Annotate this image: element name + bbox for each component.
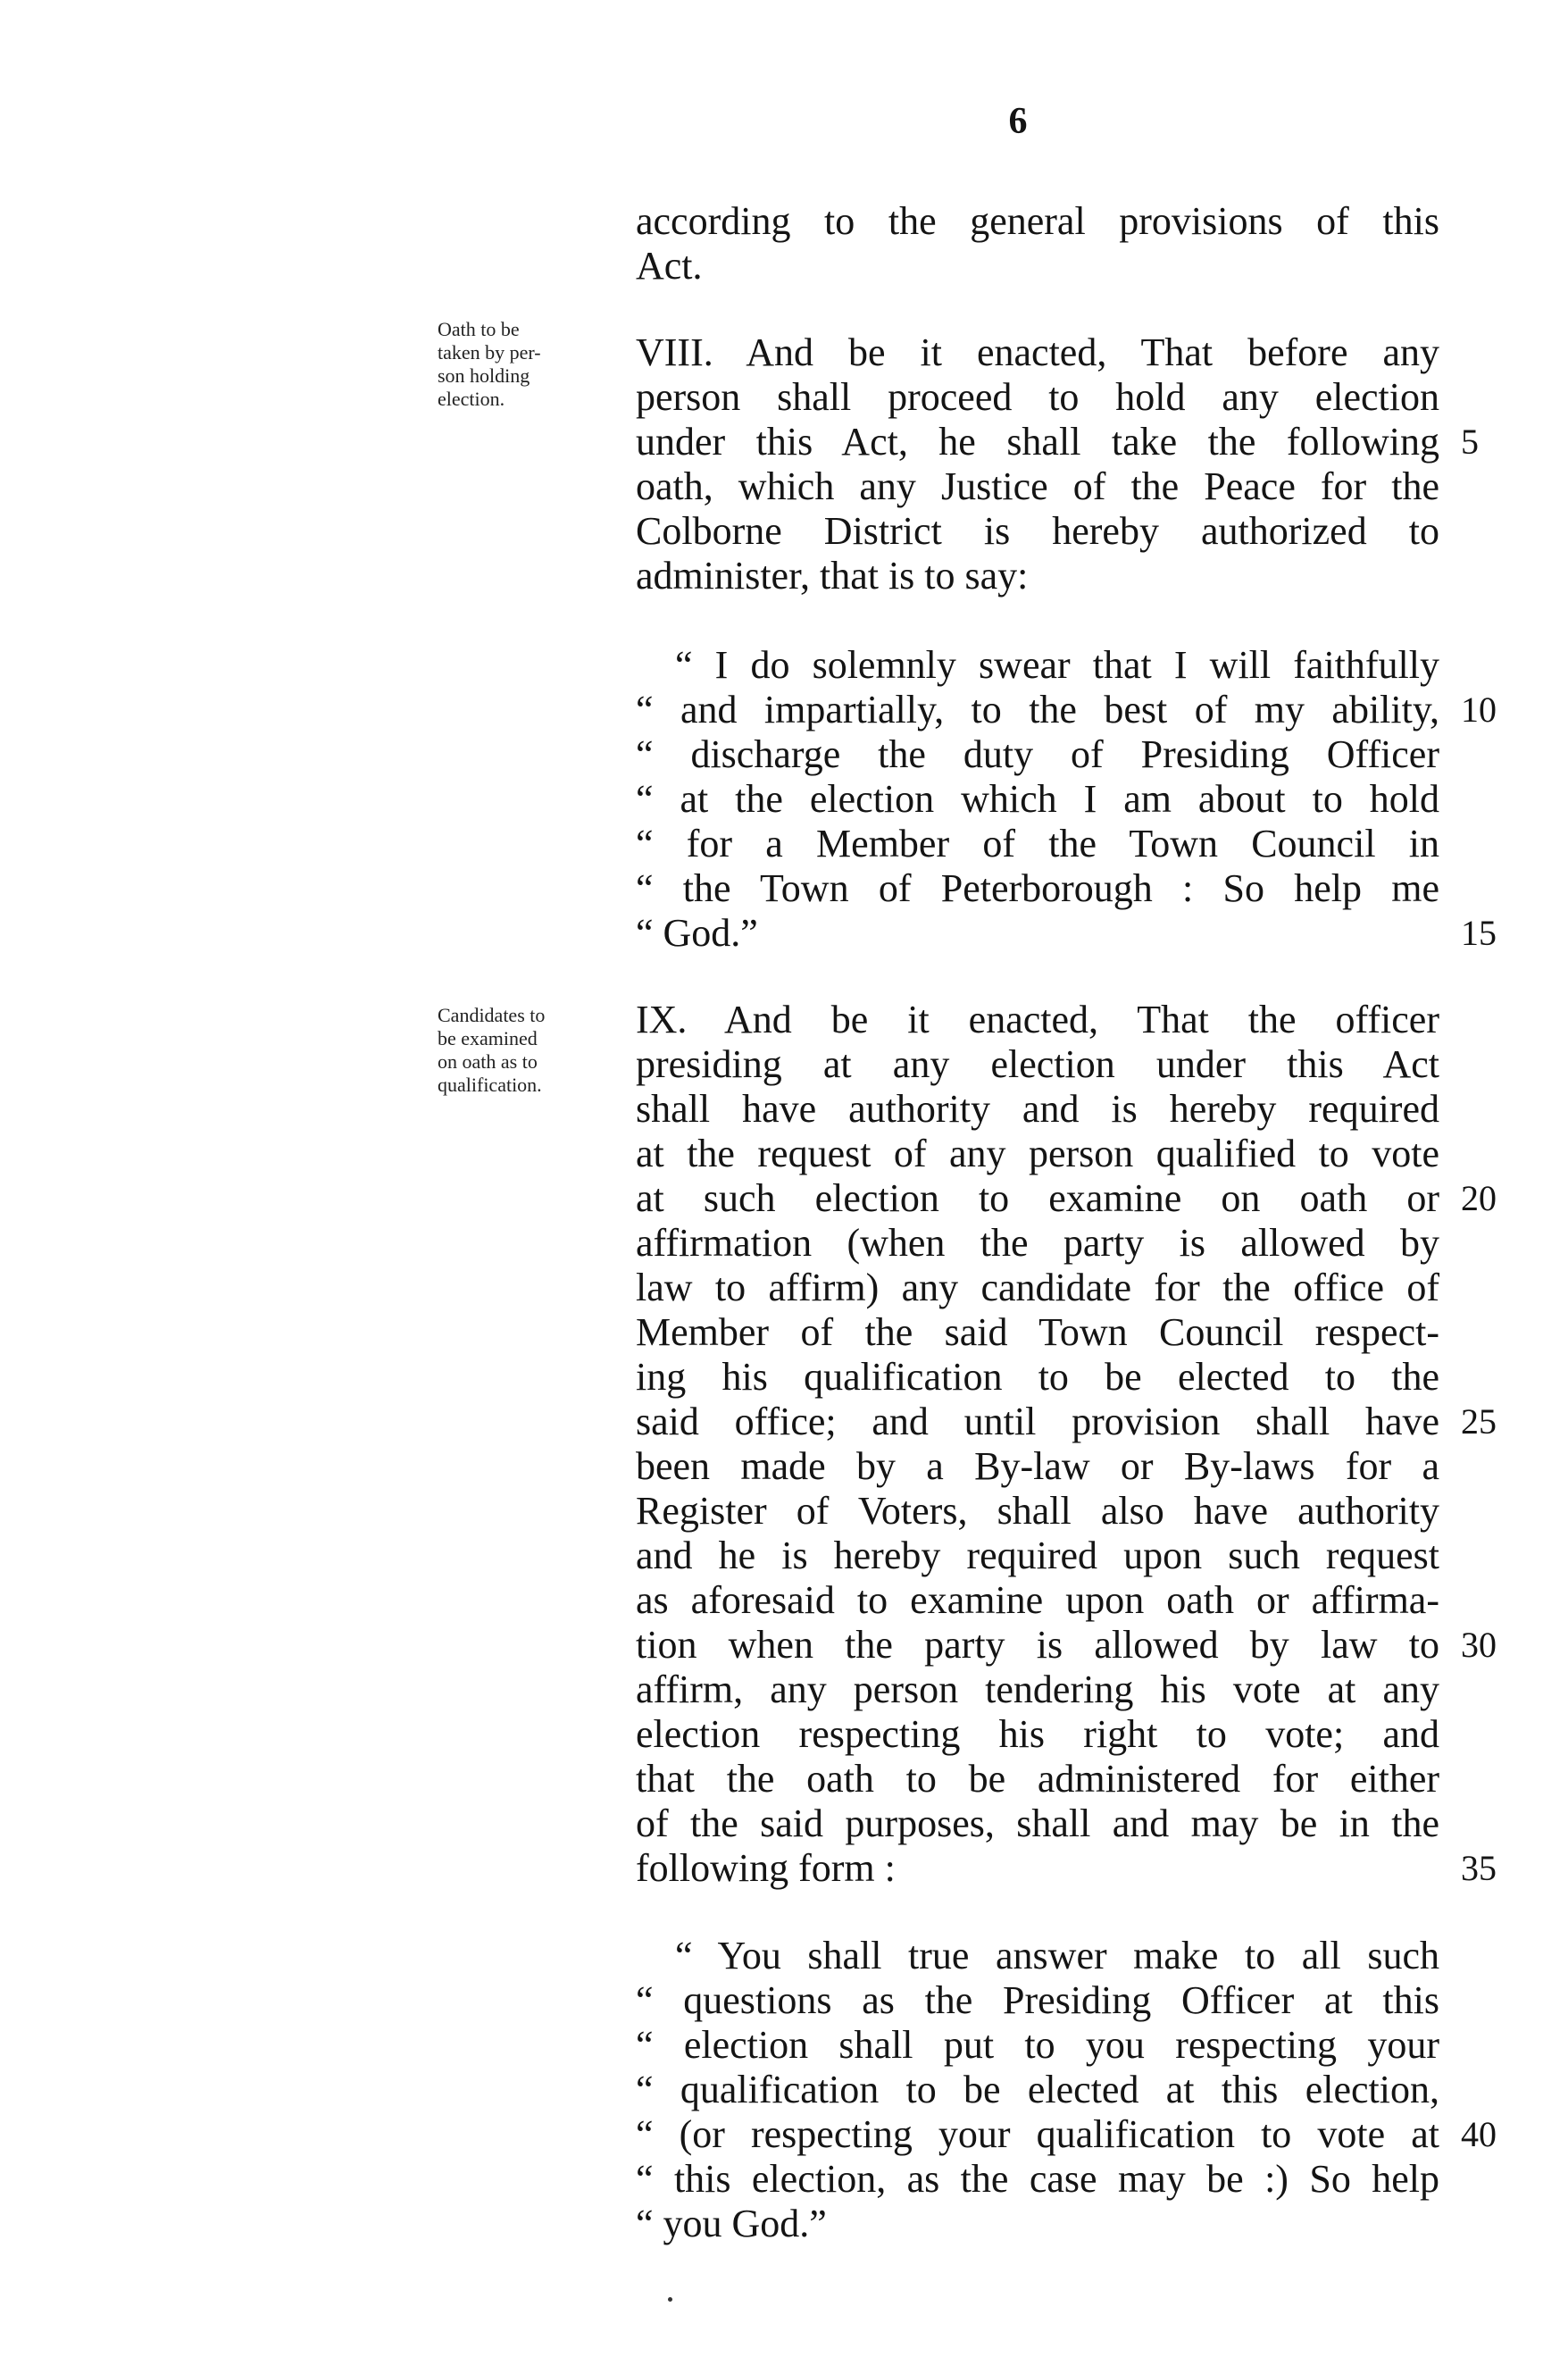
page-number: 6: [1008, 101, 1028, 142]
text-line: following form :: [636, 1846, 896, 1890]
line-number: 20: [1461, 1178, 1497, 1218]
line-number: 40: [1461, 2114, 1497, 2154]
text-line: person shall proceed to hold any election: [636, 375, 1439, 419]
text-line: oath, which any Justice of the Peace for the: [636, 464, 1439, 508]
text-line: tion when the party is allowed by law to: [636, 1623, 1439, 1667]
text-line: Act.: [636, 244, 703, 288]
text-line: as aforesaid to examine upon oath or affirma-: [636, 1578, 1439, 1622]
line-number: 5: [1461, 422, 1479, 462]
line-number: 25: [1461, 1401, 1497, 1442]
text-line: Colborne District is hereby authorized to: [636, 509, 1439, 553]
line-number: 10: [1461, 690, 1497, 730]
margin-note-line: qualification.: [438, 1074, 542, 1096]
oath-line: “ (or respecting your qualification to vote at: [636, 2112, 1439, 2156]
text-line: of the said purposes, shall and may be in the: [636, 1801, 1439, 1845]
oath-line: “ at the election which I am about to hold: [636, 777, 1439, 821]
text-line: affirmation (when the party is allowed by: [636, 1221, 1439, 1265]
line-number: 30: [1461, 1625, 1497, 1665]
text-line: law to affirm) any candidate for the office of: [636, 1266, 1439, 1309]
oath-line: “ God.”: [636, 911, 758, 955]
print-speck: [668, 2297, 672, 2302]
margin-note-line: son holding: [438, 364, 530, 387]
text-line: Member of the said Town Council respect-: [636, 1310, 1439, 1354]
margin-note-oath: [438, 318, 607, 411]
text-line: presiding at any election under this Act: [636, 1042, 1439, 1086]
section-heading-ix: IX. And be it enacted, That the officer: [636, 998, 1439, 1041]
oath-line: “ questions as the Presiding Officer at this: [636, 1978, 1439, 2022]
text-line: at the request of any person qualified to vote: [636, 1132, 1439, 1175]
text-line: been made by a By-law or By-laws for a: [636, 1444, 1439, 1488]
margin-note-candidates: [438, 1004, 607, 1097]
text-line: under this Act, he shall take the following: [636, 420, 1439, 464]
oath-line: “ You shall true answer make to all such: [675, 1934, 1439, 1977]
text-line: administer, that is to say:: [636, 554, 1029, 598]
margin-note-line: on oath as to: [438, 1050, 538, 1073]
margin-note-line: be examined: [438, 1027, 538, 1049]
text-line: said office; and until provision shall have: [636, 1400, 1439, 1443]
oath-line: “ qualification to be elected at this election,: [636, 2068, 1439, 2111]
oath-line: “ and impartially, to the best of my ability,: [636, 688, 1439, 731]
text-line: Register of Voters, shall also have authority: [636, 1489, 1439, 1533]
text-line: at such election to examine on oath or: [636, 1176, 1439, 1220]
oath-line: “ the Town of Peterborough : So help me: [636, 866, 1439, 910]
margin-note-line: Candidates to: [438, 1004, 546, 1026]
oath-line: “ for a Member of the Town Council in: [636, 822, 1439, 865]
margin-note-line: taken by per-: [438, 341, 541, 364]
oath-line: “ discharge the duty of Presiding Officer: [636, 732, 1439, 776]
text-line: that the oath to be administered for either: [636, 1757, 1439, 1801]
line-number: 15: [1461, 913, 1497, 953]
text-line: shall have authority and is hereby required: [636, 1087, 1439, 1131]
text-line: and he is hereby required upon such request: [636, 1534, 1439, 1577]
margin-note-line: Oath to be: [438, 318, 520, 340]
margin-note-line: election.: [438, 388, 505, 410]
oath-line: “ election shall put to you respecting your: [636, 2023, 1439, 2067]
oath-line: “ I do solemnly swear that I will faithfully: [675, 643, 1439, 687]
section-heading-viii: VIII. And be it enacted, That before any: [636, 330, 1439, 374]
text-line: affirm, any person tendering his vote at any: [636, 1668, 1439, 1711]
line-number: 35: [1461, 1848, 1497, 1888]
text-line: ing his qualification to be elected to the: [636, 1355, 1439, 1399]
text-line: election respecting his right to vote; and: [636, 1712, 1439, 1756]
oath-line: “ this election, as the case may be :) So help: [636, 2157, 1439, 2201]
text-line: according to the general provisions of this: [636, 199, 1439, 243]
oath-line: “ you God.”: [636, 2202, 827, 2245]
